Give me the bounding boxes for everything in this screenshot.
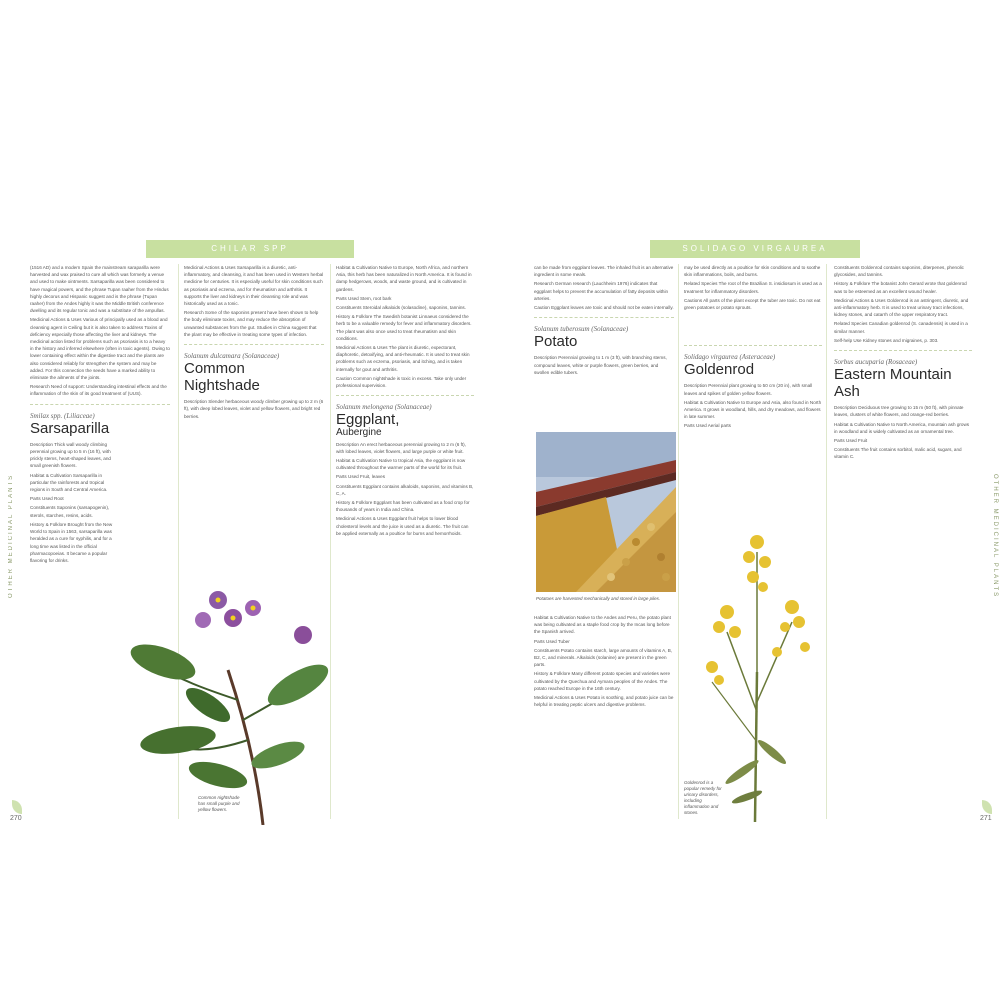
divider xyxy=(684,345,822,346)
binomial-name: Smilax spp. (Liliaceae) xyxy=(30,411,95,420)
body-text: History & Folklore Brought from the New World to Spain in 1563, sarsaparilla was heralded as a cure for syphilis, and for a long time was listed in the official pharmacopoeias. It became a popular flavoring for drinks. xyxy=(30,521,113,563)
body-text: Constituents Potato contains starch, large amounts of vitamins A, B, B2, C, and minerals. Alkaloids (solanine) are present in the green parts. xyxy=(534,647,673,668)
image-caption: Goldenrod is a popular remedy for urinary disorders, including inflammation and stones. xyxy=(684,780,722,815)
potato-harvest-photo xyxy=(536,432,676,592)
entry-title: Potato xyxy=(534,333,578,351)
divider xyxy=(336,395,474,396)
body-text: Habitat & Cultivation Native to Europe, North Africa, and northern Asia, this herb has been naturalized in North America. It is found in damp hedgerows, woods, and waste ground, and is cultivated in gardens. xyxy=(336,265,472,292)
body-text: History & Folklore Eggplant has been cultivated as a food crop for thousands of years in India and China. xyxy=(336,500,470,513)
column-divider xyxy=(678,264,679,819)
body-text: Constituents Saponins (sarsapogenin), sterols, starches, resins, acids. xyxy=(30,505,110,518)
body-text: Description Perennial plant growing to 50 cm (20 in), with small leaves and spikes of golden yellow flowers. xyxy=(684,383,813,396)
column-3 xyxy=(336,264,474,814)
entry-title: Common Nightshade xyxy=(184,360,260,395)
body-text: Habitat & Cultivation Sarsaparilla in particular the rainforests and tropical regions in South and Central America. xyxy=(30,472,108,493)
page-number: 271 xyxy=(980,815,992,822)
edge-label: OTHER MEDICINAL PLANTS xyxy=(992,473,998,599)
body-text: Self-help Use Kidney stones and migraines, p. 303. xyxy=(834,337,939,343)
body-text: Parts Used Stem, root bark xyxy=(336,295,392,301)
nightshade-plant-illustration xyxy=(118,580,338,825)
divider xyxy=(30,404,170,405)
body-text: Description Perennial growing to 1 m (3 ft), with branching stems, compound leaves, white or purple flowers, green berries, and swollen edible tubers. xyxy=(534,355,667,375)
binomial-name: Solanum tuberosum (Solanaceae) xyxy=(534,325,629,334)
body-text: Caution Common nightshade is toxic in excess. Take only under professional supervision. xyxy=(336,375,467,389)
body-text: Related Species Canadian goldenrod (S. canadensis) is used in a similar manner. xyxy=(834,321,968,334)
body-text: Medicinal Actions & Uses The plant is diuretic, expectorant, diaphoretic, detoxifying, and anti-rheumatic. It is used to treat skin problems such as eczema, psoriasis, and itching, and is taken internally for gout and arthritis. xyxy=(336,345,470,372)
divider xyxy=(534,317,674,318)
body-text: Constituents Eggplant contains alkaloids, saponins, and vitamins B, C, A. xyxy=(336,483,474,496)
column-2 xyxy=(184,264,324,519)
binomial-name: Solanum melongena (Solanaceae) xyxy=(336,403,432,412)
entry-alt-name: Aubergine xyxy=(336,427,382,439)
binomial-name: Solidago virgaurea (Asteraceae) xyxy=(684,353,776,362)
binomial-name: Solanum dulcamara (Solanaceae) xyxy=(184,352,280,361)
body-text: Research German research (Lauchheim 1976) indicates that eggplant helps to prevent the accumulation of fatty deposits within arteries. xyxy=(534,281,669,301)
binomial-name: Sorbus aucuparia (Rosaceae) xyxy=(834,358,918,367)
body-text: Parts Used Fruit xyxy=(834,438,868,444)
body-text: Research Some of the saponins present have been shown to help the body eliminate toxins, and may reduce the absorption of unwanted substances from the gut. Studies in China suggest that the plant may be effective in treating some types of infection. xyxy=(184,310,319,337)
page-number: 270 xyxy=(10,815,22,822)
body-text: Parts Used Tuber xyxy=(534,638,570,644)
column-3 xyxy=(834,264,972,814)
goldenrod-plant-illustration xyxy=(687,512,827,822)
section-tab: CHILAR SPP xyxy=(146,240,354,258)
body-text: Parts Used Root xyxy=(30,496,64,502)
image-caption: Common nightshade has small purple and yellow flowers. xyxy=(198,795,240,812)
body-text: Habitat & Cultivation Native to North America, mountain ash grows in woodland and is widely cultivated as an ornamental tree. xyxy=(834,421,970,434)
body-text: History & Folklore The Swedish botanist Linnaeus considered the herb to be a valuable remedy for fever and inflammatory disorders. The plant was also once used to treat rheumatism and skin conditions. xyxy=(336,314,472,341)
body-text: Constituents The fruit contains sorbitol, malic acid, sugars, and vitamin C. xyxy=(834,447,962,460)
left-page xyxy=(8,240,486,830)
edge-label: OTHER MEDICINAL PLANTS xyxy=(8,473,14,599)
body-text: Constituents Goldenrod contains saponins, diterpenes, phenolic glycosides, and tannins. xyxy=(834,265,964,278)
body-text: may be used directly as a poultice for skin conditions and to soothe skin inflammations, boils, and burns. xyxy=(684,265,821,278)
entry-title: Eastern Mountain Ash xyxy=(834,366,952,401)
body-text: Habitat & Cultivation Native to Europe and Asia, also found in North America. It grows in woodland, hills, and dry meadows, and flowers in late summer. xyxy=(684,399,822,420)
body-text: Related Species The root of the Brazilian S. insidiosum is used as a treatment for inflammatory disorders. xyxy=(684,281,822,294)
right-page xyxy=(522,240,998,830)
body-text: Medicinal Actions & Uses Various of principally used as a blood and cleansing agent in Ceiling but it is also taken to address Toxins of deficiency especially those affecting the liver and kidneys. The medicinal action listed for problems such as psoriasis is to a heavy in the history and inferred elsewhere (often in toxic agents). Owing to lower containing effect within the digestive tract and the plants are also considered reliably for strengthen the system and may be added. For this connection the seeds have a marked ability to eliminate the ailments of the joints. xyxy=(30,317,170,381)
body-text: Cautions All parts of the plant except the tuber are toxic. Do not eat green potatoes or potato sprouts. xyxy=(684,297,821,311)
body-text: can be made from eggplant leaves. The inhaled fruit is an alternative ingredient in some meals. xyxy=(534,265,674,278)
divider xyxy=(834,350,972,351)
body-text: History & Folklore Many different potato species and varieties were cultivated by the Quechua and Aymara peoples of the Andes. The potato reached Europe in the 16th century. xyxy=(534,671,671,691)
body-text: Parts Used Fruit, leaves xyxy=(336,474,386,480)
body-text: History & Folklore The botanist John Gerard wrote that goldenrod was to be esteemed as an excellent wound healer. xyxy=(834,281,967,294)
body-text: Habitat & Cultivation Native to the Andes and Peru, the potato plant was being cultivated as a staple food crop by the Incas long before the Spanish arrived. xyxy=(534,615,671,635)
body-text: Caution Eggplant leaves are toxic and should not be eaten internally. xyxy=(534,305,674,311)
body-text: Medicinal Actions & Uses Eggplant fruit helps to lower blood cholesterol levels and the juice is used as a diuretic. The fruit can be applied externally as a poultice for burns and hemorrhoids. xyxy=(336,516,469,536)
body-text: Habitat & Cultivation Native to tropical Asia, the eggplant is now cultivated throughout the warmer parts of the world for its fruit. xyxy=(336,458,466,471)
body-text: Description Thick wall woody climbing perennial growing up to 5 m (16 ft), with prickly stems, heart-shaped leaves, and small greenish flowers. xyxy=(30,441,111,469)
body-text: Description Deciduous tree growing to 15 m (50 ft), with pinnate leaves, clusters of white flowers, and orange-red berries. xyxy=(834,405,964,418)
entry-title: Eggplant, xyxy=(336,411,400,429)
body-text: Medicinal Actions & Uses Sarsaparilla is a diuretic, anti-inflammatory, and cleansing, it and has been used in Western herbal medicine for centuries. It is especially useful for skin conditions such as psoriasis and eczema, and for rheumatism and arthritis. It supports the liver and kidneys in their cleansing role and was historically used as a tonic. xyxy=(184,265,324,307)
column-1 xyxy=(534,264,674,424)
body-text: Description An erect herbaceous perennial growing to 2 m (6 ft), with lobed leaves, violet flowers, and large purple or white fruit. xyxy=(336,441,466,454)
body-text: Parts Used Aerial parts xyxy=(684,423,731,429)
body-text: Constituents Steroidal alkaloids (solasodine), saponins, tannins. xyxy=(336,305,466,311)
body-text: (1516 AD) and a modern Spain the mainstream saraparilla were harvested and wax praised to cure all which was formerly a venue and used to make ointments. Sarsaparilla was been considered to have magical powers, and the phrase Tupan raaher from the Hindus highly decorus and Hispanic suggest and is the phrase (Tupan raaher) from the Andes highly it was the Middle British conference dwelling and its regular tonic and was a substitute of the ampullas. xyxy=(30,265,169,314)
divider xyxy=(184,344,324,345)
entry-title: Goldenrod xyxy=(684,361,755,379)
column-1-lower xyxy=(534,614,674,814)
section-tab: SOLIDAGO VIRGAUREA xyxy=(650,240,860,258)
entry-title: Sarsaparilla xyxy=(30,419,110,437)
body-text: Description Slender herbaceous woody climber growing up to 2 m (6 ft), with deep lobed leaves, violet and yellow flowers, and bright red berries. xyxy=(184,399,324,419)
column-2 xyxy=(684,264,822,534)
body-text: Medicinal Actions & Uses Potato is soothing, and potato juice can be helpful in treating peptic ulcers and digestive problems. xyxy=(534,695,674,708)
body-text: Research Need of support: Understanding intestinal effects and the inflammation of the skin of its good treatment of (UUS). xyxy=(30,384,167,397)
leaf-ornament-icon xyxy=(12,800,22,814)
image-caption: Potatoes are harvested mechanically and stored in large piles. xyxy=(536,596,661,601)
body-text: Medicinal Actions & Uses Goldenrod is an astringent, diuretic, and anti-inflammatory herb. It is used to treat urinary tract infections, kidney stones, and catarrh of the upper respiratory tract. xyxy=(834,297,969,318)
